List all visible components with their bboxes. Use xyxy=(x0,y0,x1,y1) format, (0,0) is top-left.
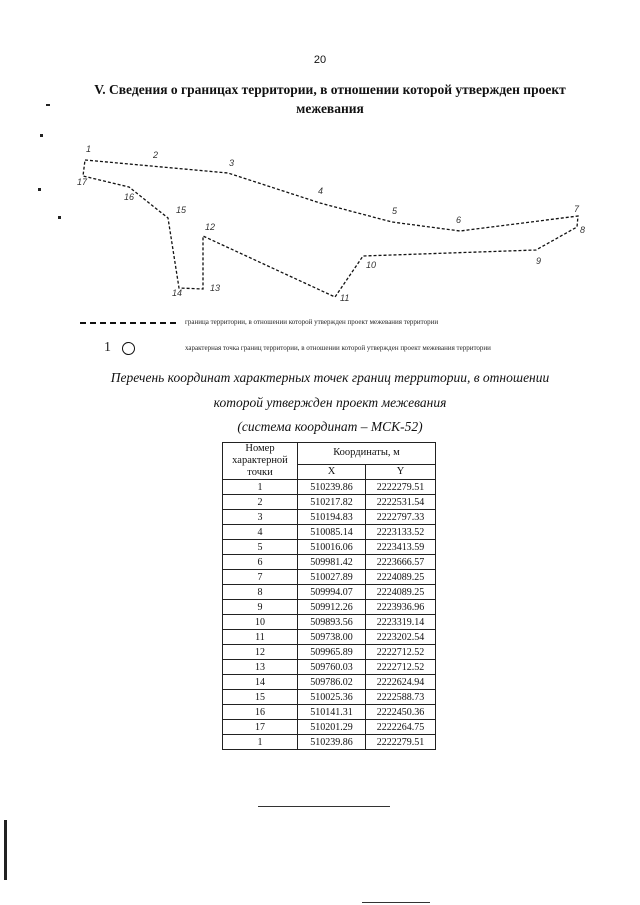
cell-x: 509965.89 xyxy=(298,645,366,660)
header-point-number: Номер характерной точки xyxy=(223,443,298,480)
point-label: 15 xyxy=(176,205,187,215)
table-row xyxy=(223,480,436,495)
cell-y: 2222279.51 xyxy=(366,480,436,495)
table-row xyxy=(223,645,436,660)
legend-point-number: 1 xyxy=(104,340,111,355)
cell-x: 509981.42 xyxy=(298,555,366,570)
cell-n: 1 xyxy=(223,480,298,495)
table-row xyxy=(223,540,436,555)
page-number: 20 xyxy=(313,54,327,66)
point-label: 3 xyxy=(229,158,235,168)
section-title-line-2: межевания xyxy=(296,101,364,116)
cell-n: 15 xyxy=(223,690,298,705)
cell-x: 510194.83 xyxy=(298,510,366,525)
point-label: 16 xyxy=(124,192,135,202)
scan-edge-mark xyxy=(4,820,7,880)
table-row xyxy=(223,690,436,705)
cell-n: 7 xyxy=(223,570,298,585)
cell-x: 510016.06 xyxy=(298,540,366,555)
cell-y: 2223936.96 xyxy=(366,600,436,615)
cell-n: 9 xyxy=(223,600,298,615)
cell-n: 13 xyxy=(223,660,298,675)
scan-dot xyxy=(58,216,61,219)
cell-y: 2223202.54 xyxy=(366,630,436,645)
cell-x: 509760.03 xyxy=(298,660,366,675)
cell-x: 510141.31 xyxy=(298,705,366,720)
coordinates-table xyxy=(222,442,436,750)
scan-dot xyxy=(38,188,41,191)
cell-y: 2222712.52 xyxy=(366,660,436,675)
cell-x: 509786.02 xyxy=(298,675,366,690)
table-row xyxy=(223,615,436,630)
point-label: 4 xyxy=(318,186,324,196)
point-label: 7 xyxy=(574,204,580,214)
cell-n: 12 xyxy=(223,645,298,660)
cell-x: 510239.86 xyxy=(298,735,366,750)
cell-y: 2223666.57 xyxy=(366,555,436,570)
cell-y: 2222797.33 xyxy=(366,510,436,525)
table-row xyxy=(223,660,436,675)
point-label: 6 xyxy=(456,215,462,225)
cell-y: 2223133.52 xyxy=(366,525,436,540)
point-label: 10 xyxy=(366,260,377,270)
legend-circle-icon xyxy=(122,342,135,355)
cell-y: 2223413.59 xyxy=(366,540,436,555)
point-label: 13 xyxy=(210,283,221,293)
table-row xyxy=(223,570,436,585)
point-label: 1 xyxy=(86,144,92,154)
cell-x: 510217.82 xyxy=(298,495,366,510)
header-x: X xyxy=(298,464,366,479)
cell-n: 10 xyxy=(223,615,298,630)
table-row xyxy=(223,735,436,750)
table-row xyxy=(223,600,436,615)
cell-n: 17 xyxy=(223,720,298,735)
cell-y: 2224089.25 xyxy=(366,585,436,600)
cell-n: 11 xyxy=(223,630,298,645)
cell-n: 4 xyxy=(223,525,298,540)
table-row xyxy=(223,705,436,720)
table-row xyxy=(223,495,436,510)
header-y: Y xyxy=(366,464,436,479)
table-row xyxy=(223,525,436,540)
cell-x: 509912.26 xyxy=(298,600,366,615)
cell-y: 2222279.51 xyxy=(366,735,436,750)
cell-y: 2223319.14 xyxy=(366,615,436,630)
cell-x: 510201.29 xyxy=(298,720,366,735)
section-title xyxy=(60,80,600,118)
table-row xyxy=(223,720,436,735)
bottom-rule xyxy=(362,902,430,903)
cell-y: 2224089.25 xyxy=(366,570,436,585)
boundary-polygon xyxy=(83,160,578,297)
territory-boundary-diagram xyxy=(0,130,640,310)
cell-x: 510239.86 xyxy=(298,480,366,495)
scan-dot xyxy=(40,134,43,137)
table-row xyxy=(223,630,436,645)
coords-caption-line-1: Перечень координат характерных точек границ территории, в отношении xyxy=(110,370,550,385)
cell-n: 16 xyxy=(223,705,298,720)
point-label: 8 xyxy=(580,225,586,235)
legend-dashed-line-icon xyxy=(80,322,176,324)
section-title-line-1: V. Сведения о границах территории, в отношении которой утвержден проект xyxy=(94,82,566,97)
table-row xyxy=(223,510,436,525)
cell-x: 510085.14 xyxy=(298,525,366,540)
cell-x: 509994.07 xyxy=(298,585,366,600)
legend-point-text: характерная точка границ территории, в отношении которой утвержден проект межевания территории xyxy=(185,344,491,352)
legend-boundary-text: граница территории, в отношении которой утвержден проект межевания территории xyxy=(185,318,439,326)
cell-x: 509893.56 xyxy=(298,615,366,630)
table-row xyxy=(223,555,436,570)
cell-x: 510025.36 xyxy=(298,690,366,705)
cell-x: 510027.89 xyxy=(298,570,366,585)
cell-n: 14 xyxy=(223,675,298,690)
point-label: 17 xyxy=(77,177,88,187)
point-label: 14 xyxy=(172,288,183,298)
table-row xyxy=(223,585,436,600)
cell-y: 2222264.75 xyxy=(366,720,436,735)
coords-caption-line-3: (система координат – МСК-52) xyxy=(237,419,423,434)
cell-y: 2222712.52 xyxy=(366,645,436,660)
cell-n: 3 xyxy=(223,510,298,525)
cell-n: 8 xyxy=(223,585,298,600)
coords-caption-line-2: которой утвержден проект межевания xyxy=(213,395,447,410)
scan-dot xyxy=(46,104,50,106)
header-coordinates: Координаты, м xyxy=(298,443,436,465)
cell-y: 2222624.94 xyxy=(366,675,436,690)
point-label: 5 xyxy=(392,206,398,216)
point-label: 2 xyxy=(153,150,159,160)
point-label: 9 xyxy=(536,256,542,266)
cell-x: 509738.00 xyxy=(298,630,366,645)
cell-n: 2 xyxy=(223,495,298,510)
cell-y: 2222588.73 xyxy=(366,690,436,705)
table-row xyxy=(223,675,436,690)
cell-y: 2222531.54 xyxy=(366,495,436,510)
point-label: 11 xyxy=(340,293,350,303)
cell-y: 2222450.36 xyxy=(366,705,436,720)
cell-n: 6 xyxy=(223,555,298,570)
point-label: 12 xyxy=(205,222,216,232)
footer-rule xyxy=(258,806,390,807)
cell-n: 1 xyxy=(223,735,298,750)
cell-n: 5 xyxy=(223,540,298,555)
